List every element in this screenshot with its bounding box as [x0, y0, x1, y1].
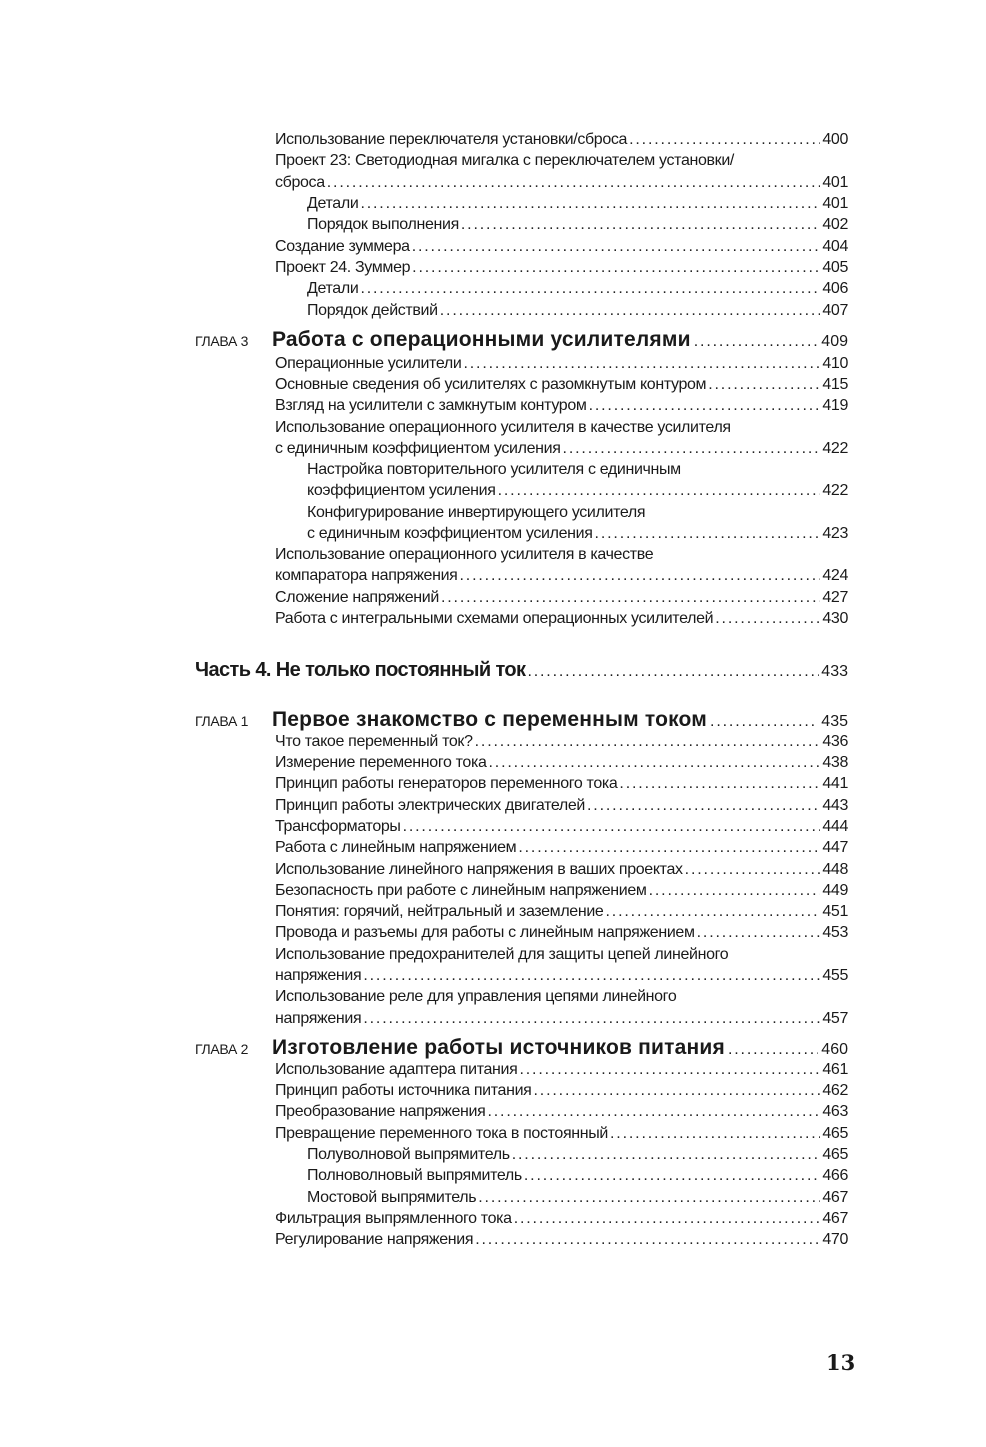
toc-entry-title: Настройка повторительного усилителя с единичным	[307, 461, 681, 478]
toc-entry-line[interactable]	[307, 504, 645, 522]
dot-leader	[518, 839, 820, 857]
dot-leader	[595, 525, 821, 543]
toc-entry-page: 423	[822, 525, 848, 542]
toc-entry-page: 463	[822, 1103, 848, 1120]
toc-entry-title: Превращение переменного тока в постоянный	[275, 1125, 608, 1142]
toc-entry-page: 465	[822, 1146, 848, 1163]
toc-entry-title: коэффициентом усиления	[307, 482, 496, 499]
toc-entry[interactable]	[275, 1061, 848, 1079]
dot-leader	[360, 195, 820, 213]
toc-entry[interactable]	[307, 1167, 848, 1185]
toc-entry-page: 467	[822, 1210, 848, 1227]
toc-entry-title: Детали	[307, 280, 359, 297]
toc-entry-title: Использование реле для управления цепями линейного	[275, 988, 677, 1005]
toc-entry-title: Использование предохранителей для защиты цепей линейного	[275, 946, 729, 963]
toc-entry-page: 451	[822, 903, 848, 920]
toc-entry-title: Взгляд на усилители с замкнутым контуром	[275, 397, 587, 414]
toc-entry-title: с единичным коэффициентом усиления	[275, 440, 561, 457]
toc-entry-page: 424	[822, 567, 848, 584]
dot-leader	[519, 1061, 820, 1079]
toc-entry-title: Принцип работы электрических двигателей	[275, 797, 586, 814]
toc-entry[interactable]	[275, 839, 848, 857]
dot-leader	[475, 1231, 820, 1249]
chapter-heading[interactable]	[195, 328, 848, 352]
dot-leader	[524, 1167, 820, 1185]
toc-entry[interactable]	[275, 1210, 848, 1228]
toc-entry-page: 443	[822, 797, 848, 814]
toc-entry-page: 422	[822, 440, 848, 457]
dot-leader	[460, 567, 821, 585]
dot-leader	[534, 1082, 821, 1100]
toc-entry[interactable]	[275, 1231, 848, 1249]
toc-entry-title: напряжения	[275, 1010, 362, 1027]
toc-entry-title: Детали	[307, 195, 359, 212]
toc-entry[interactable]	[275, 1082, 848, 1100]
chapter-page: 460	[821, 1041, 848, 1058]
toc-entry[interactable]	[307, 482, 848, 500]
toc-entry-page: 457	[822, 1010, 848, 1027]
chapter-heading[interactable]	[195, 1036, 848, 1060]
toc-entry-title: Создание зуммера	[275, 238, 410, 255]
toc-entry[interactable]	[275, 818, 848, 836]
dot-leader	[694, 333, 819, 351]
toc-entry[interactable]	[275, 775, 848, 793]
toc-entry-page: 465	[822, 1125, 848, 1142]
chapter-page: 435	[821, 713, 848, 730]
toc-entry-title: Полноволновый выпрямитель	[307, 1167, 522, 1184]
toc-entry-page: 462	[822, 1082, 848, 1099]
dot-leader	[587, 797, 820, 815]
dot-leader	[563, 440, 821, 458]
dot-leader	[478, 1189, 820, 1207]
toc-entry[interactable]	[275, 924, 848, 942]
toc-entry-page: 448	[822, 861, 848, 878]
toc-entry[interactable]	[307, 195, 848, 213]
toc-entry[interactable]	[275, 238, 848, 256]
toc-entry-title: Принцип работы источника питания	[275, 1082, 532, 1099]
toc-entry[interactable]	[275, 1010, 848, 1028]
toc-entry[interactable]	[275, 797, 848, 815]
toc-entry-title: Основные сведения об усилителях с разомкнутым контуром	[275, 376, 707, 393]
toc-entry-line[interactable]	[275, 546, 653, 564]
dot-leader	[512, 1146, 821, 1164]
toc-entry-line[interactable]	[275, 152, 734, 170]
toc-entry-page: 427	[822, 589, 848, 606]
toc-entry[interactable]	[275, 967, 848, 985]
toc-entry-title: Порядок действий	[307, 302, 438, 319]
chapter-label: ГЛАВА 2	[195, 1041, 249, 1057]
dot-leader	[412, 238, 821, 256]
toc-entry-page: 449	[822, 882, 848, 899]
dot-leader	[412, 259, 820, 277]
part-title: Часть 4. Не только постоянный ток	[195, 659, 526, 681]
toc-entry-line[interactable]	[307, 461, 681, 479]
toc-entry[interactable]	[275, 397, 848, 415]
toc-entry[interactable]	[275, 131, 848, 149]
toc-entry-page: 467	[822, 1189, 848, 1206]
toc-entry-title: Использование операционного усилителя в качестве	[275, 546, 654, 563]
toc-entry-page: 400	[822, 131, 848, 148]
chapter-title: Работа с операционными усилителями	[272, 328, 691, 351]
toc-entry-title: Трансформаторы	[275, 818, 401, 835]
toc-entry-page: 402	[822, 216, 848, 233]
page-number: 13	[826, 1350, 856, 1375]
toc-entry[interactable]	[275, 1125, 848, 1143]
toc-entry-page: 415	[822, 376, 848, 393]
toc-entry[interactable]	[275, 861, 848, 879]
toc-entry-page: 447	[822, 839, 848, 856]
chapter-title: Первое знакомство с переменным током	[272, 708, 708, 731]
toc-entry-title: Порядок выполнения	[307, 216, 459, 233]
toc-entry[interactable]	[275, 376, 848, 394]
dot-leader	[605, 903, 820, 921]
dot-leader	[461, 216, 820, 234]
toc-entry-title: Фильтрация выпрямленного тока	[275, 1210, 512, 1227]
toc-entry[interactable]	[307, 216, 848, 234]
toc-entry[interactable]	[307, 280, 848, 298]
toc-entry-title: компаратора напряжения	[275, 567, 458, 584]
toc-entry[interactable]	[307, 1146, 848, 1164]
dot-leader	[463, 355, 820, 373]
dot-leader	[589, 397, 821, 415]
toc-entry-page: 404	[822, 238, 848, 255]
dot-leader	[697, 924, 821, 942]
toc-entry-page: 430	[822, 610, 848, 627]
toc-entry[interactable]	[275, 259, 848, 277]
dot-leader	[527, 663, 819, 681]
toc-entry-page: 422	[822, 482, 848, 499]
toc-entry-title: сброса	[275, 174, 325, 191]
toc-entry-title: Полуволновой выпрямитель	[307, 1146, 510, 1163]
toc-entry-title: Безопасность при работе с линейным напряжением	[275, 882, 647, 899]
toc-entry-title: Использование операционного усилителя в качестве усилителя	[275, 419, 731, 436]
toc-entry-line[interactable]	[275, 946, 728, 964]
toc-entry-page: 405	[822, 259, 848, 276]
toc-entry-title: Операционные усилители	[275, 355, 462, 372]
toc-entry[interactable]	[275, 882, 848, 900]
toc-entry-page: 410	[822, 355, 848, 372]
toc-entry-page: 466	[822, 1167, 848, 1184]
toc-entry-page: 470	[822, 1231, 848, 1248]
toc-entry-title: Проект 24. Зуммер	[275, 259, 411, 276]
dot-leader	[360, 280, 820, 298]
chapter-label: ГЛАВА 3	[195, 333, 249, 349]
dot-leader	[487, 1103, 820, 1121]
dot-leader	[327, 174, 821, 192]
toc-entry-title: напряжения	[275, 967, 362, 984]
dot-leader	[441, 589, 820, 607]
toc-entry-title: Регулирование напряжения	[275, 1231, 474, 1248]
toc-entry-title: Что такое переменный ток?	[275, 733, 473, 750]
toc-entry[interactable]	[275, 174, 848, 192]
toc-entry-title: Провода и разъемы для работы с линейным напряжением	[275, 924, 695, 941]
toc-entry[interactable]	[275, 589, 848, 607]
toc-entry-title: Работа с интегральными схемами операционных усилителей	[275, 610, 714, 627]
toc-entry-page: 401	[822, 174, 848, 191]
dot-leader	[363, 1010, 820, 1028]
part-page: 433	[821, 663, 848, 680]
dot-leader	[363, 967, 820, 985]
dot-leader	[708, 376, 820, 394]
toc-entry-page: 436	[822, 733, 848, 750]
toc-entry-page: 461	[822, 1061, 848, 1078]
toc-entry-title: Использование переключателя установки/сброса	[275, 131, 628, 148]
toc-entry[interactable]	[275, 733, 848, 751]
toc-entry[interactable]	[275, 355, 848, 373]
toc-entry[interactable]	[275, 440, 848, 458]
dot-leader	[440, 302, 821, 320]
toc-entry[interactable]	[275, 567, 848, 585]
toc-entry-title: Использование линейного напряжения в ваших проектах	[275, 861, 683, 878]
toc-entry-title: с единичным коэффициентом усиления	[307, 525, 593, 542]
dot-leader	[403, 818, 821, 836]
toc-entry[interactable]	[275, 903, 848, 921]
toc-entry-page: 441	[822, 775, 848, 792]
toc-entry-title: Проект 23: Светодиодная мигалка с переключателем установки/	[275, 152, 735, 169]
toc-entry[interactable]	[307, 1189, 848, 1207]
toc-entry[interactable]	[275, 610, 848, 628]
dot-leader	[685, 861, 821, 879]
toc-entry-title: Работа с линейным напряжением	[275, 839, 517, 856]
toc-entry-page: 455	[822, 967, 848, 984]
toc-entry-title: Измерение переменного тока	[275, 754, 487, 771]
chapter-label: ГЛАВА 1	[195, 713, 249, 729]
toc-entry-line[interactable]	[275, 419, 731, 437]
toc-entry-title: Сложение напряжений	[275, 589, 439, 606]
toc-entry-page: 406	[822, 280, 848, 297]
toc-entry-page: 407	[822, 302, 848, 319]
dot-leader	[629, 131, 820, 149]
chapter-title: Изготовление работы источников питания	[272, 1036, 725, 1059]
toc-entry-title: Понятия: горячий, нейтральный и заземление	[275, 903, 604, 920]
toc-entry-page: 444	[822, 818, 848, 835]
toc-entry-page: 419	[822, 397, 848, 414]
toc-entry[interactable]	[275, 1103, 848, 1121]
toc-entry-title: Мостовой выпрямитель	[307, 1189, 477, 1206]
dot-leader	[649, 882, 821, 900]
toc-entry[interactable]	[275, 754, 848, 772]
dot-leader	[475, 733, 821, 751]
toc-entry-title: Использование адаптера питания	[275, 1061, 518, 1078]
toc-entry-title: Конфигурирование инвертирующего усилителя	[307, 504, 646, 521]
dot-leader	[610, 1125, 820, 1143]
dot-leader	[728, 1041, 818, 1059]
dot-leader	[715, 610, 820, 628]
toc-entry[interactable]	[307, 525, 848, 543]
dot-leader	[710, 713, 818, 731]
dot-leader	[619, 775, 820, 793]
chapter-heading[interactable]	[195, 708, 848, 732]
toc-entry-page: 438	[822, 754, 848, 771]
dot-leader	[489, 754, 821, 772]
toc-entry-page: 453	[822, 924, 848, 941]
toc-entry-page: 401	[822, 195, 848, 212]
toc-entry-line[interactable]	[275, 988, 676, 1006]
toc-entry[interactable]	[307, 302, 848, 320]
chapter-page: 409	[821, 333, 848, 350]
part-heading[interactable]	[195, 659, 848, 682]
toc-entry-title: Принцип работы генераторов переменного тока	[275, 775, 618, 792]
toc-entry-title: Преобразование напряжения	[275, 1103, 486, 1120]
dot-leader	[498, 482, 821, 500]
dot-leader	[514, 1210, 821, 1228]
